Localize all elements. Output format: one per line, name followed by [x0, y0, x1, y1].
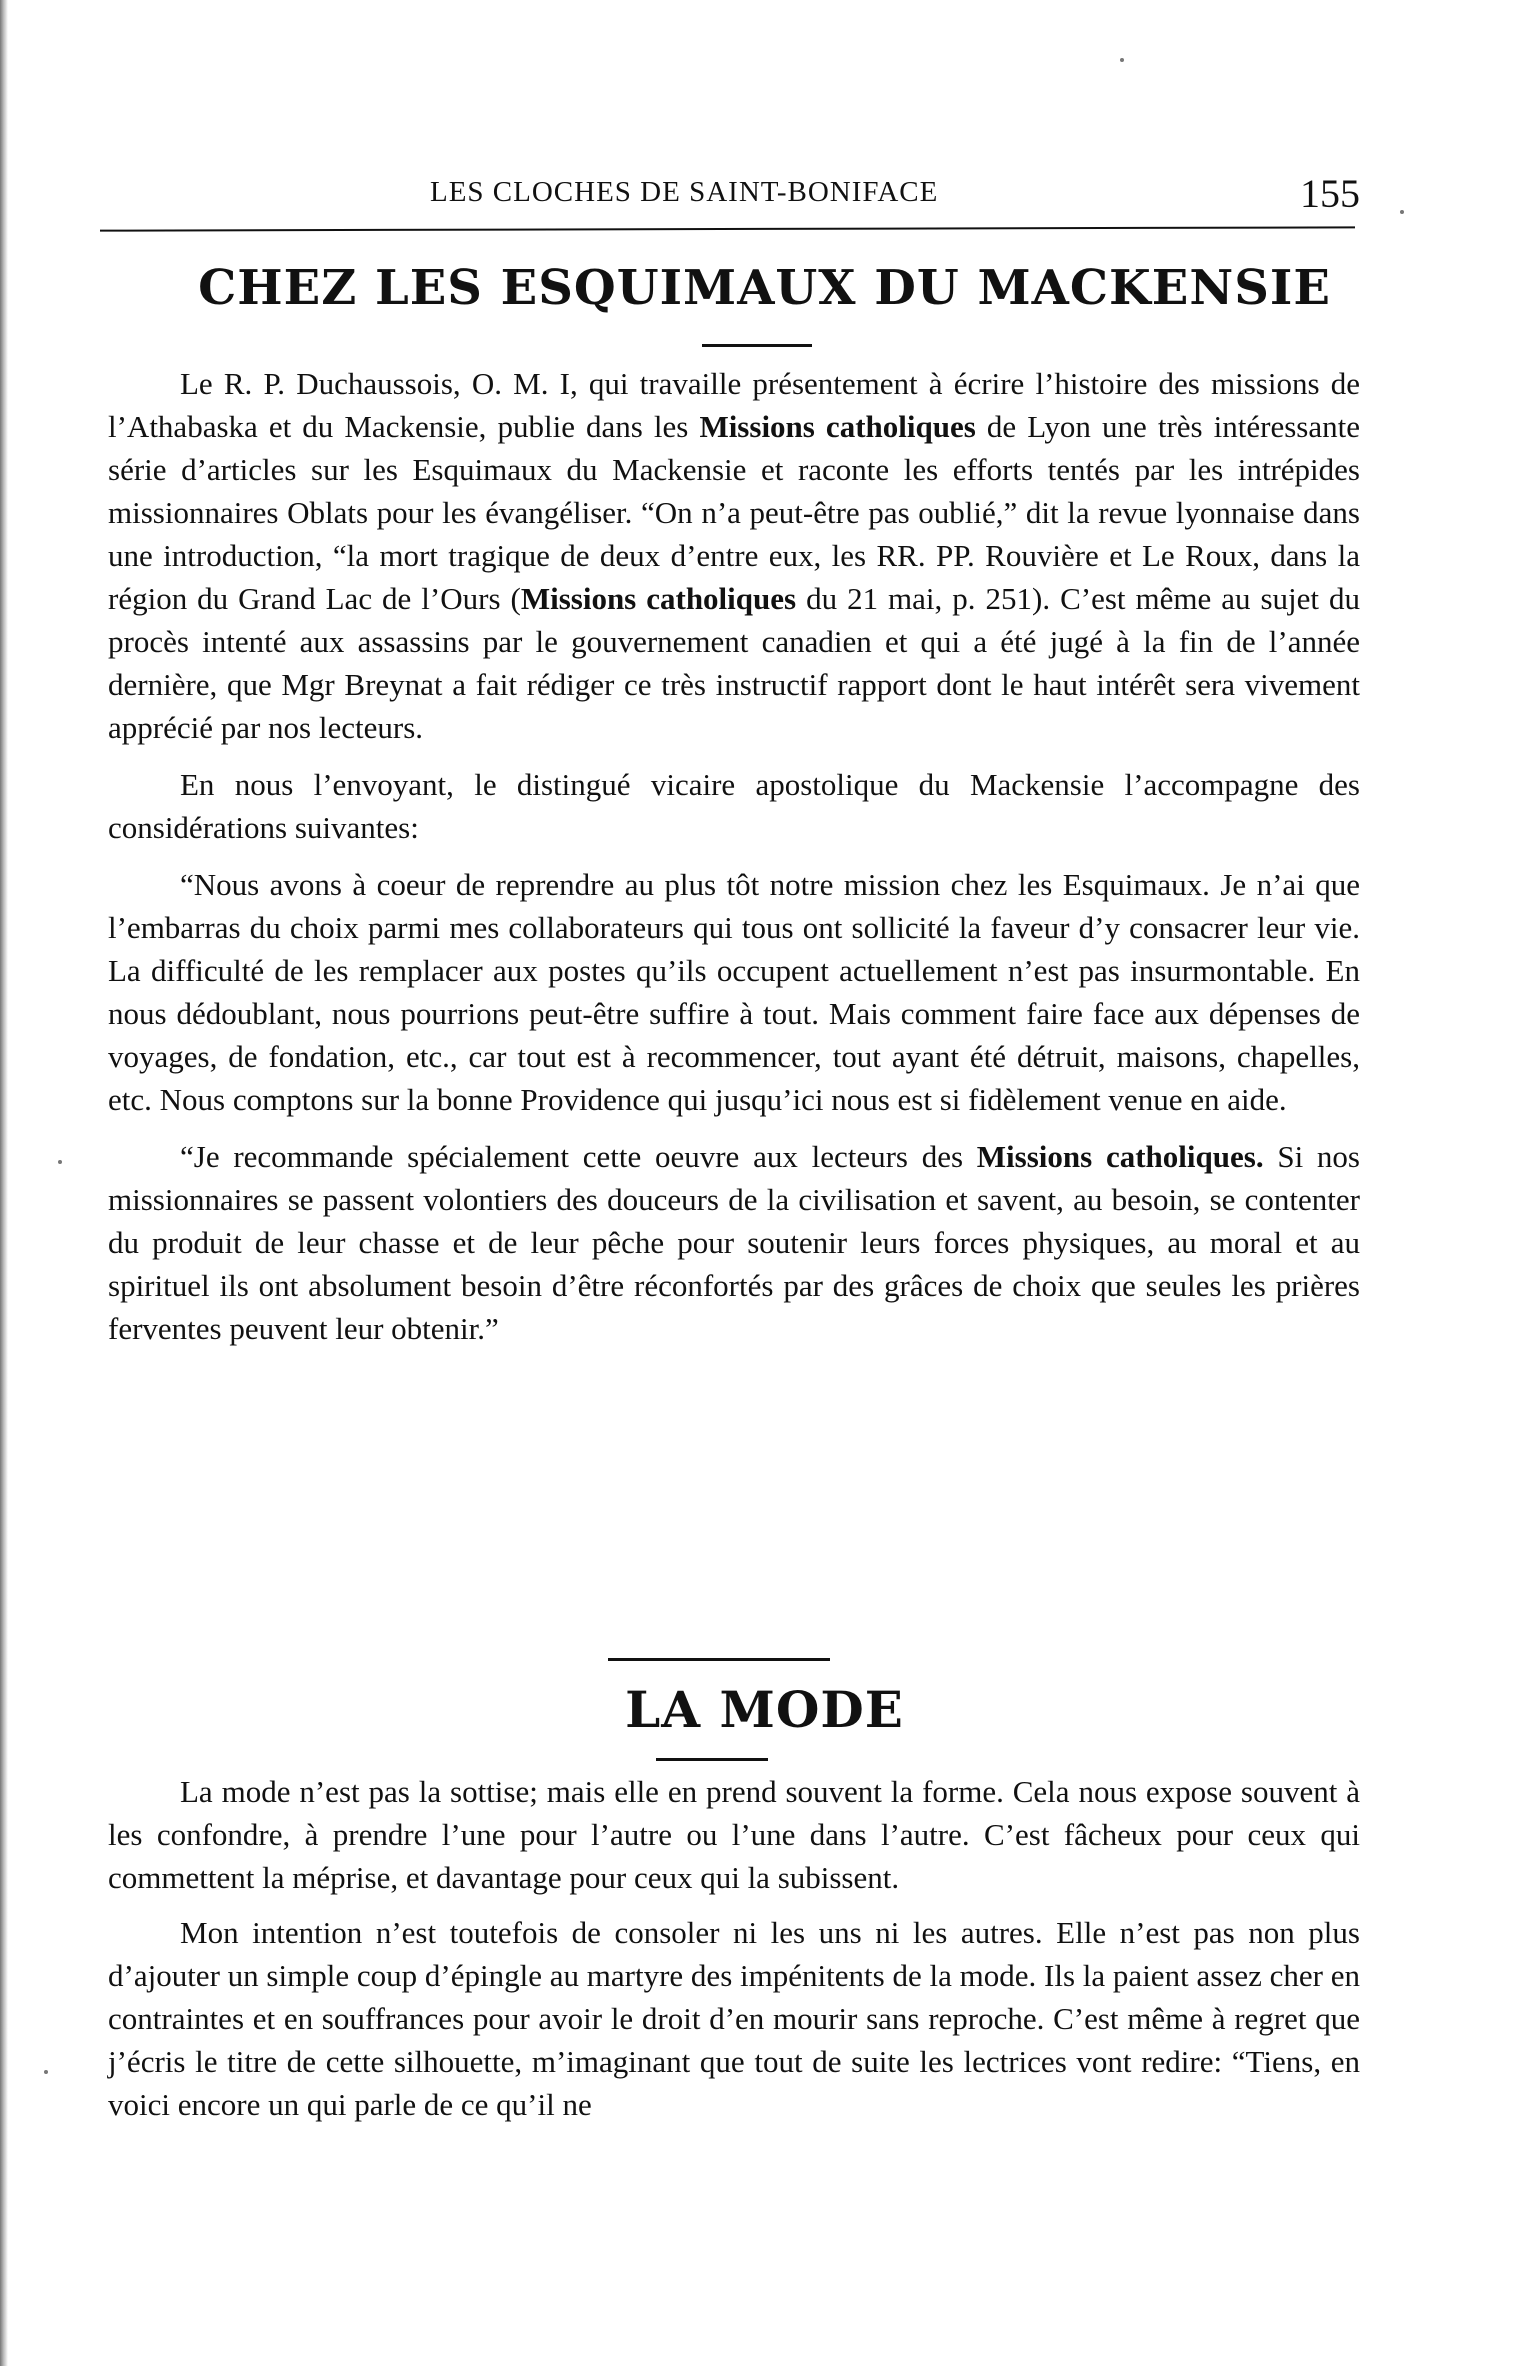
scan-speck	[58, 1160, 62, 1164]
article-body-mode	[108, 1770, 1360, 2138]
title-underline-esquimaux	[702, 344, 812, 347]
scan-speck	[1400, 210, 1404, 214]
paragraph-duchaussois-text-1: Le R. P. Duchaussois, O. M. I, qui travaille présentement à écrire l’histoire des missions de l’Athabaska et du Mackensie, publie dans les	[108, 366, 1360, 444]
paragraph-mode-1: La mode n’est pas la sottise; mais elle en prend souvent la forme. Cela nous expose souvent à les confondre, à prendre l’une pour l’autre ou l’une dans l’autre. C’est fâcheux pour ceux qui commettent la méprise, et davantage pour ceux qui la subissent.	[108, 1774, 1360, 1895]
article-title-esquimaux: CHEZ LES ESQUIMAUX DU MACKENSIE	[198, 260, 1331, 316]
scan-speck	[1120, 58, 1124, 62]
paragraph-mode-2: Mon intention n’est toutefois de consoler ni les uns ni les autres. Elle n’est pas non plus d’ajouter un simple coup d’épingle au martyre des impénitents de la mode. Ils la paient assez cher en contraintes et en souffrances pour avoir le droit d’en mourir sans reproche. C’est même à regret que j’écris le titre de cette silhouette, m’imaginant que tout de suite les lectrices vont redire: “Tiens, en voici encore un qui parle de ce qu’il ne	[108, 1915, 1360, 2122]
section-divider	[608, 1658, 830, 1661]
header-rule	[100, 226, 1355, 231]
missions-catholiques-emphasis-2: Missions catholiques	[520, 581, 797, 616]
page-left-edge	[0, 0, 8, 2366]
recommendation-text-1: “Je recommande spécialement cette oeuvre aux lecteurs des	[180, 1139, 977, 1174]
scan-speck	[44, 2070, 48, 2074]
missions-catholiques-emphasis-3: Missions catholiques.	[976, 1139, 1264, 1174]
running-header	[100, 170, 1360, 222]
paragraph-mission-quote: “Nous avons à coeur de reprendre au plus tôt notre mission chez les Esquimaux. Je n’ai que l’embarras du choix parmi mes collaborateurs qui tous ont sollicité la faveur d’y consacrer leur vie. La difficulté de les remplacer aux postes qu’ils occupent actuellement n’est pas insurmontable. En nous dédoublant, nous pourrions peut-être suffire à tout. Mais comment faire face aux dépenses de voyages, de fondation, etc., car tout est à recommencer, tout ayant été détruit, maisons, chapelles, etc. Nous comptons sur la bonne Providence qui jusqu’ici nous est si fidèlement venue en aide.	[108, 867, 1360, 1117]
paragraph-duchaussois-text-2: de Lyon une très intéressante série d’articles sur les Esquimaux du Mackensie et raconte les efforts tentés par les intrépides missionnaires Oblats pour les évangéliser. “On n’a peut-être pas oublié,” dit la revue lyonnaise dans une introduction, “la mort tragique de deux d’entre eux, les RR. PP. Rouvière et Le Roux, dans la région du Grand Lac de l’Ours (	[108, 409, 1360, 616]
title-underline-mode	[656, 1758, 768, 1761]
paragraph-vicaire: En nous l’envoyant, le distingué vicaire apostolique du Mackensie l’accompagne des considérations suivantes:	[108, 767, 1360, 845]
article-title-mode: LA MODE	[625, 1680, 904, 1739]
paragraph-duchaussois-text-3: du 21 mai, p. 251). C’est même au sujet du procès intenté aux assassins par le gouvernement canadien et qui a été jugé à la fin de l’année dernière, que Mgr Breynat a fait rédiger ce très instructif rapport dont le haut intérêt sera vivement apprécié par nos lecteurs.	[108, 581, 1360, 745]
article-body-esquimaux	[108, 362, 1360, 1364]
paragraph-duchaussois	[108, 362, 1360, 749]
recommendation-text-2: Si nos missionnaires se passent volontiers des douceurs de la civilisation et savent, au besoin, se contenter du produit de leur chasse et de leur pêche pour soutenir leurs forces physiques, au moral et au spirituel ils ont absolument besoin d’être réconfortés par des grâces de choix que seules les prières ferventes peuvent leur obtenir.”	[108, 1139, 1360, 1346]
page-number: 155	[1300, 171, 1360, 216]
missions-catholiques-emphasis-1: Missions catholiques	[699, 409, 976, 444]
paragraph-recommendation-quote	[108, 1135, 1360, 1350]
running-title: LES CLOCHES DE SAINT-BONIFACE	[430, 176, 939, 208]
